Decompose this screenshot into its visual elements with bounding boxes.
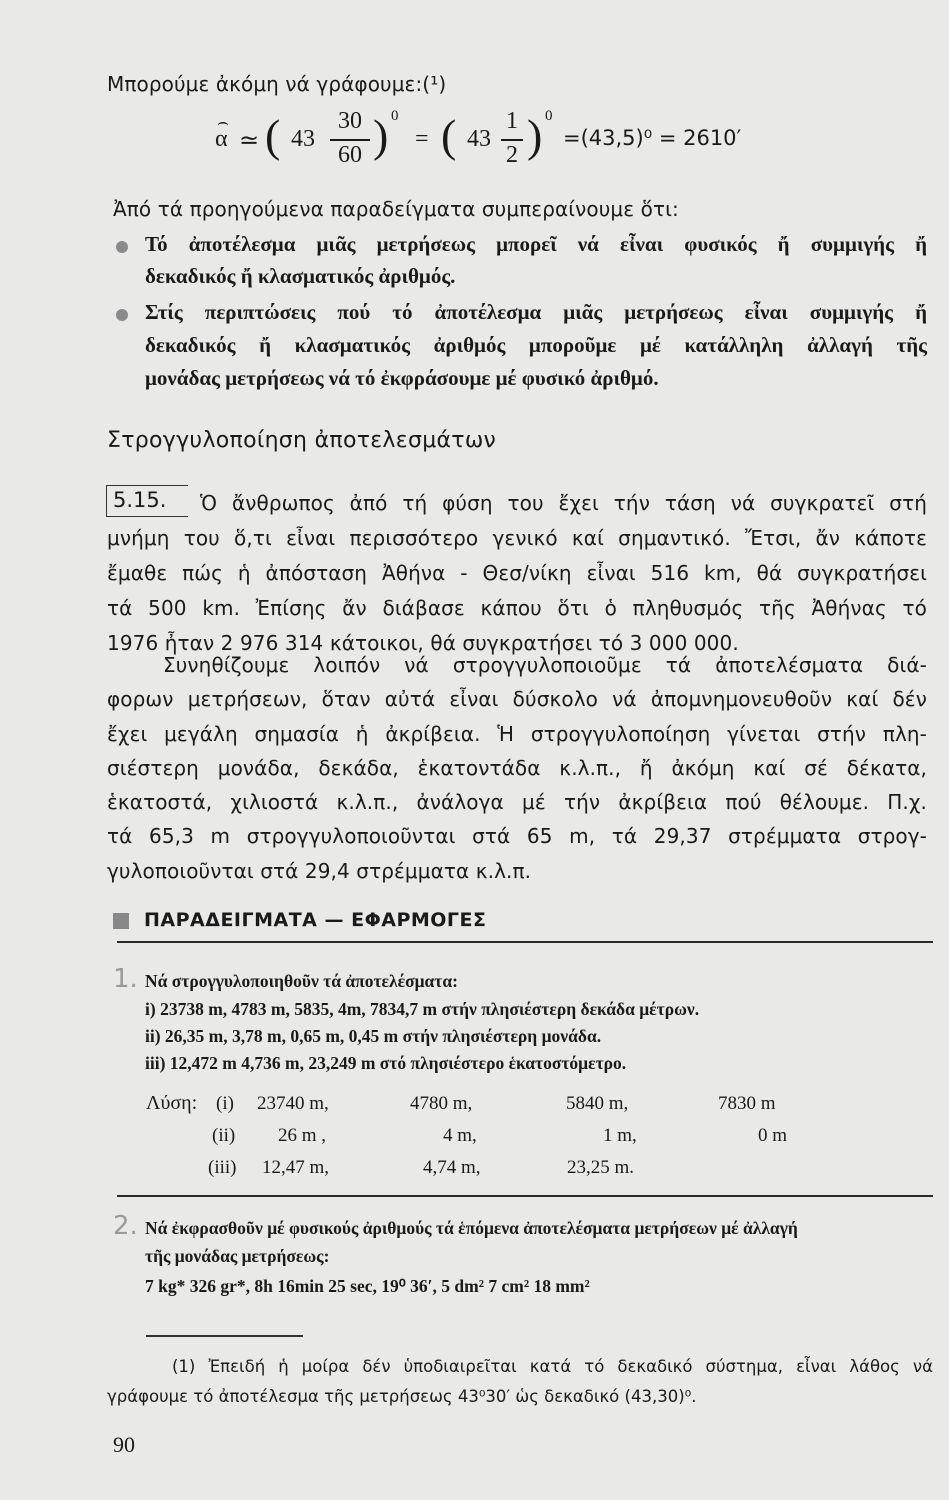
bullet-dot-1 (116, 241, 128, 253)
section-number: 5.15. (113, 488, 167, 512)
solution-row-3-tag: (iii) (208, 1157, 237, 1178)
bullet-1-line-1: Τό ἀποτέλεσμα μιᾶς μετρήσεως μπορεῖ νά εἶναι φυσικός ἤ συμμιγής ἤ (145, 232, 927, 256)
solution-row-3-value-1: 12,47 m, (262, 1157, 330, 1178)
section-heading: Στρογγυλοποίηση ἀποτελεσμάτων (107, 428, 497, 453)
examples-square-icon (113, 913, 129, 929)
para-2-line-4: σιέστερη μονάδα, δεκάδα, ἑκατοντάδα κ.λ.π., ἤ ἀκόμη καί σέ δέκατα, (107, 755, 927, 780)
para-1-line-2: μνήμη του ὅ,τι εἶναι περισσότερο γενικό καί σημαντικό. Ἔτσι, ἄν κάποτε (107, 526, 927, 550)
approx-sign: ≃ (239, 128, 260, 154)
para-1-line-5: 1976 ἦταν 2 976 314 κάτοικοι, θά συγκρατήσει τό 3 000 000. (107, 631, 739, 655)
formula-result: =(43,5)⁰ = 2610′ (563, 126, 742, 150)
para-2-line-3: ἔχει μεγάλη σημασία ἡ ἀκρίβεια. Ἡ στρογγυλοποίηση γίνεται στήν πλη- (107, 721, 927, 746)
solution-row-1-value-4: 7830 m (718, 1093, 776, 1114)
bullet-2-line-3: μονάδας μετρήσεως νά τό ἐκφράσουμε μέ φυσικό ἀριθμό. (145, 366, 659, 390)
solution-row-3-value-3: 23,25 m. (567, 1157, 635, 1178)
exponent-2: 0 (545, 108, 553, 124)
solution-row-1-tag: (i) (216, 1093, 234, 1114)
example-1-line-3: ii) 26,35 m, 3,78 m, 0,65 m, 0,45 m στήν πλησιέστερη μονάδα. (145, 1026, 602, 1046)
formula-whole-1: 43 (291, 126, 315, 152)
para-2-line-7: γυλοποιοῦνται στά 29,4 στρέμματα κ.λ.π. (107, 858, 532, 883)
equals-sign: = (415, 126, 429, 152)
footnote-line-1: (1) Ἐπειδή ἡ μοίρα δέν ὑποδιαιρεῖται κατά τό δεκαδικό σύστημα, εἶναι λάθος νά (172, 1357, 933, 1376)
bullet-2 (145, 296, 927, 395)
fraction-2-bar (501, 139, 523, 141)
solution-label: Λύση: (146, 1092, 198, 1114)
bullet-dot-2 (116, 309, 128, 321)
fraction-2-denominator: 2 (506, 142, 518, 168)
example-1-line-4: iii) 12,472 m 4,736 m, 23,249 m στό πλησιέστερο ἑκατοστόμετρο. (145, 1053, 627, 1073)
solution-row-2-value-3: 1 m, (603, 1125, 637, 1146)
para-1-line-1: Ὁ ἄνθρωπος ἀπό τή φύση του ἔχει τήν τάση νά συγκρατεῖ στή (200, 491, 927, 515)
para-2-line-2: φορων μετρήσεων, ὅταν αὐτά εἶναι δύσκολο νά ἀπομνημονευθοῦν καί δέν (107, 687, 927, 712)
exponent-1: 0 (391, 108, 399, 124)
solution-row-1-value-2: 4780 m, (410, 1093, 473, 1114)
intro-line: Μπορούμε ἀκόμη νά γράφουμε:(¹) (107, 72, 447, 96)
alpha-hat: ⌢ α (215, 112, 229, 152)
solution-row-3-value-2: 4,74 m, (423, 1157, 481, 1178)
solution-row-2-tag: (ii) (212, 1125, 236, 1146)
examples-heading: ΠΑΡΑΔΕΙΓΜΑΤΑ — ΕΦΑΡΜΟΓΕΣ (144, 909, 487, 931)
example-2-line-1: Νά ἐκφρασθοῦν μέ φυσικούς ἀριθμούς τά ἑπόμενα ἀποτελέσματα μετρήσεων μέ ἀλλαγή (145, 1218, 798, 1238)
bullet-1-line-2: δεκαδικός ἤ κλασματικός ἀριθμός. (145, 264, 456, 288)
para-2-line-5: ἑκατοστά, χιλιοστά κ.λ.π., ἀνάλογα μέ τήν ἀκρίβεια πού θέλουμε. Π.χ. (107, 790, 927, 815)
formula: ⌢ α ≃ ( 43 30 60 ) 0 = ( 43 1 2 ) 0 =(43,5)⁰ = 2610′ (215, 108, 742, 168)
paragraph-2 (107, 648, 927, 888)
para-1-line-3: ἔμαθε πώς ἡ ἀπόσταση Ἀθήνα - Θεσ/νίκη εἶναι 516 km, θά συγκρατήσει (107, 561, 927, 585)
fraction-1-denominator: 60 (338, 142, 362, 168)
example-1-number: 1. (113, 964, 138, 994)
formula-whole-2: 43 (467, 126, 491, 152)
para-2-line-6: τά 65,3 m στρογγυλοποιοῦνται στά 65 m, τά 29,37 στρέμματα στρογ- (107, 824, 927, 849)
solution-row-2-value-4: 0 m (758, 1125, 788, 1146)
example-1-line-2: i) 23738 m, 4783 m, 5835, 4m, 7834,7 m στήν πλησιέστερη δεκάδα μέτρων. (145, 999, 700, 1019)
solution-row-1-value-1: 23740 m, (257, 1093, 329, 1114)
solution-row-2-value-2: 4 m, (443, 1125, 477, 1146)
para-1-line-4: τά 500 km. Ἐπίσης ἄν διάβασε κάπου ὅτι ὁ πληθυσμός τῆς Ἀθήνας τό (107, 596, 927, 620)
alpha-symbol: α (215, 126, 228, 152)
example-divider-rule (117, 1195, 933, 1197)
example-2-line-2: τῆς μονάδας μετρήσεως: (145, 1246, 330, 1266)
bullet-1 (145, 228, 927, 292)
conclusion-line: Ἀπό τά προηγούμενα παραδείγματα συμπεραίνουμε ὅτι: (113, 197, 679, 221)
example-2-number: 2. (113, 1211, 138, 1241)
bullet-2-line-1: Στίς περιπτώσεις πού τό ἀποτέλεσμα μιᾶς μετρήσεως εἶναι συμμιγής ἤ (145, 300, 927, 324)
para-2-line-1: Συνηθίζουμε λοιπόν νά στρογγυλοποιοῦμε τά ἀποτελέσματα διά- (163, 653, 927, 677)
footnote-rule (146, 1335, 303, 1337)
example-2-line-3: 7 kg* 326 gr*, 8h 16min 25 sec, 19⁰ 36′, 5 dm² 7 cm² 18 mm² (145, 1276, 590, 1296)
fraction-1-numerator: 30 (338, 108, 362, 134)
paragraph-1 (107, 486, 927, 661)
footnote (107, 1352, 933, 1412)
examples-top-rule (117, 941, 933, 943)
example-1-line-1: Νά στρογγυλοποιηθοῦν τά ἀποτελέσματα: (145, 971, 458, 991)
footnote-line-2: γράφουμε τό ἀποτέλεσμα τῆς μετρήσεως 43⁰30′ ὡς δεκαδικό (43,30)⁰. (107, 1387, 697, 1406)
solution-row-1-value-3: 5840 m, (566, 1093, 629, 1114)
fraction-1-bar (330, 139, 370, 141)
solution-row-2-value-1: 26 m , (278, 1125, 327, 1146)
bullet-2-line-2: δεκαδικός ἤ κλασματικός ἀριθμός μποροῦμε μέ κατάλληλη ἀλλαγή τῆς (145, 333, 927, 357)
fraction-2-numerator: 1 (506, 108, 518, 134)
page-number: 90 (113, 1432, 135, 1457)
